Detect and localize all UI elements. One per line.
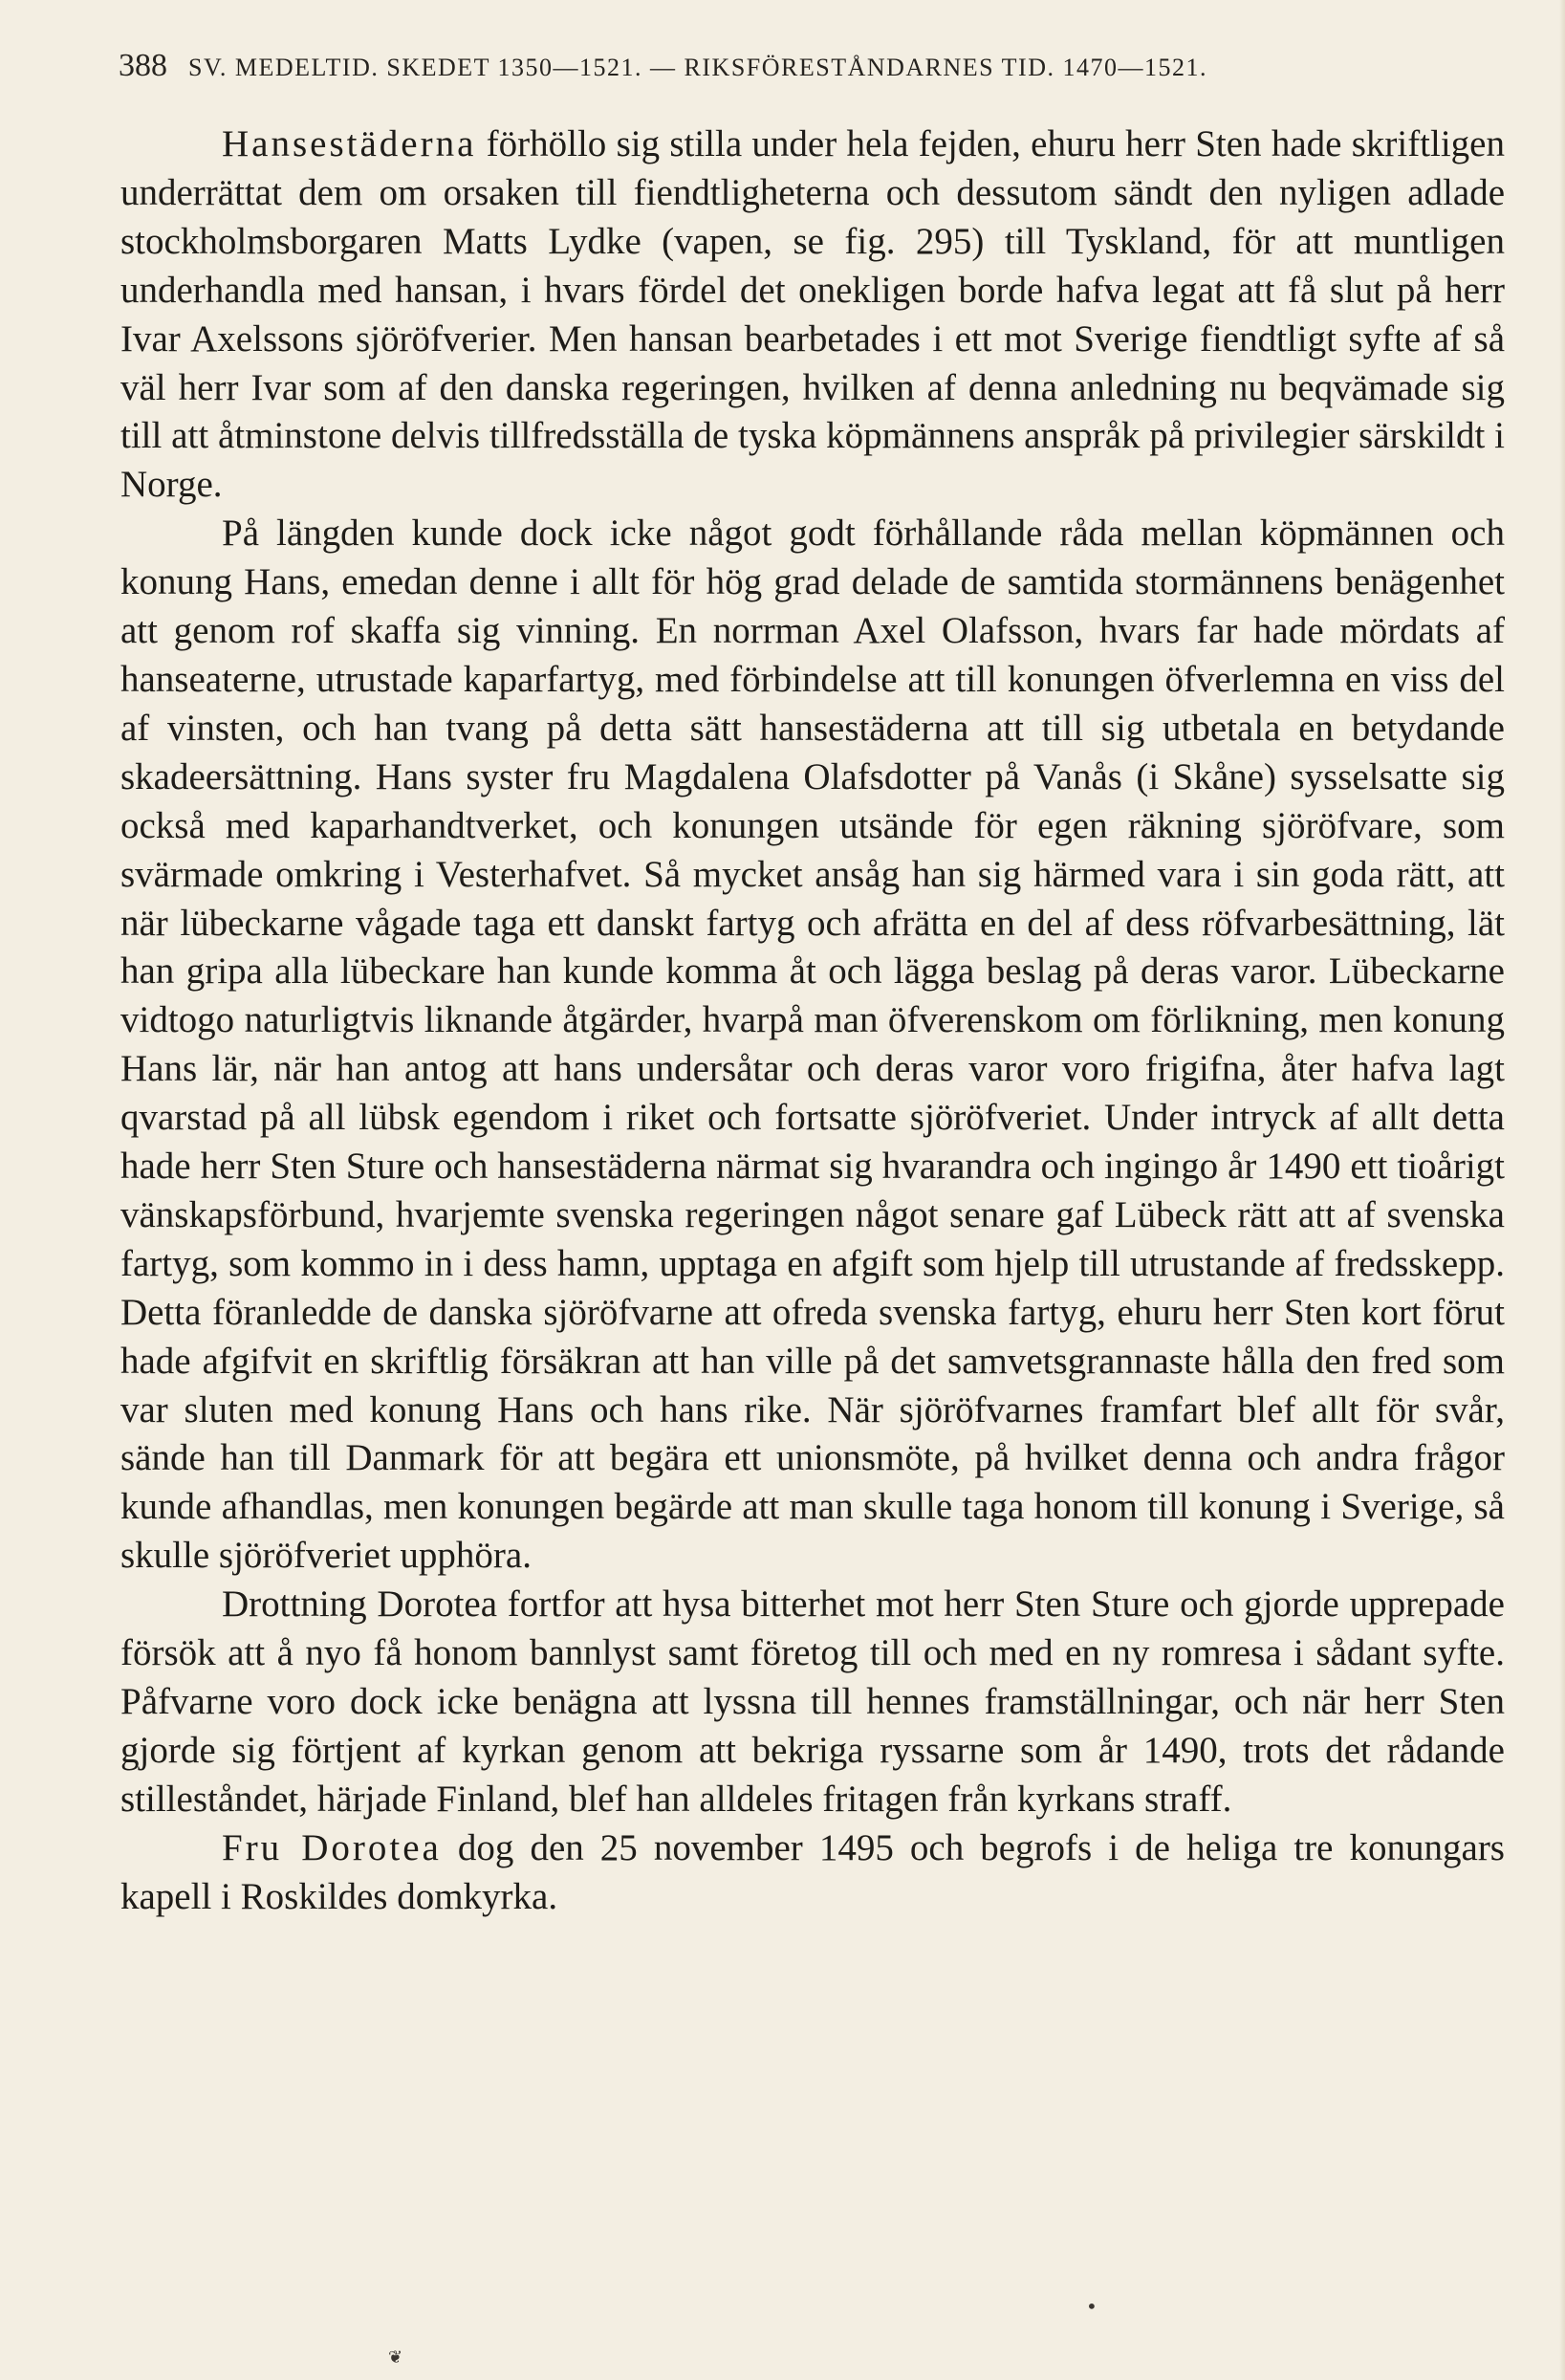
body-text (120, 120, 1505, 1922)
ink-speck: • (1086, 2295, 1098, 2318)
paragraph-text: dog den 25 november 1495 och begrofs i de heliga tre konungars kapell i Roskildes domkyrka. (120, 1826, 1505, 1917)
paragraph (120, 120, 1505, 510)
paragraph (120, 1824, 1505, 1922)
paragraph-lead: Hansestäderna (222, 123, 477, 164)
paragraph-text: förhöllo sig stilla under hela fejden, ehuru herr Sten hade skriftligen underrättat dem om orsaken till fiendtligheterna och dessutom sändt den nyligen adlade stockholmsborgaren Matts Lydke (vapen, se fig. 295) till Tyskland, för att muntligen underhandla med hansan, i hvars fördel det onekligen borde hafva legat att få slut på herr Ivar Axelssons sjöröfverier. Men hansan bearbetades i ett mot Sverige fiendtligt syfte af så väl herr Ivar som af den danska regeringen, hvilken af denna anledning nu beqvämade sig till att åtminstone delvis tillfredsställa de tyska köpmännens anspråk på privilegier särskildt i Norge. (120, 123, 1505, 506)
paragraph (120, 1581, 1505, 1824)
paragraph-text: På längden kunde dock icke något godt förhållande råda mellan köpmännen och konung Hans, emedan denne i allt för hög grad delade de samtida stormännens benägenhet att genom rof skaffa sig vinning. En norrman Axel Olafsson, hvars far hade mördats af hanseaterne, utrustade kaparfartyg, med förbindelse att till konungen öfverlemna en viss del af vinsten, och han tvang på detta sätt hansestäderna att till sig utbetala en betydande skadeersättning. Hans syster fru Magdalena Olafsdotter på Vanås (i Skåne) sysselsatte sig också med kaparhandtverket, och konungen utsände för egen räkning sjöröfvare, som svärmade omkring i Vesterhafvet. Så mycket ansåg han sig härmed vara i sin goda rätt, att när lübeckarne vågade taga ett danskt fartyg och afrätta en del af dess röfvarbesättning, lät han gripa alla lübeckare han kunde komma åt och lägga beslag på deras varor. Lübeckarne vidtogo naturligtvis liknande åtgärder, hvarpå man öfverenskom om förlikning, men konung Hans lär, när han antog att hans undersåtar och deras varor voro frigifna, åter hafva lagt qvarstad på all lübsk egendom i riket och fortsatte sjöröfveriet. Under intryck af allt detta hade herr Sten Sture och hansestäderna närmat sig hvarandra och ingingo år 1490 ett tioårigt vänskapsförbund, hvarjemte svenska regeringen något senare gaf Lübeck rätt att af svenska fartyg, som kommo in i dess hamn, upptaga en afgift som hjelp till utrustande af fredsskepp. Detta föranledde de danska sjöröfvarne att ofreda svenska fartyg, ehuru herr Sten kort förut hade afgifvit en skriftlig försäkran att han ville på det samvetsgrannaste hålla den fred som var sluten med konung Hans och hans rike. När sjöröfvarnes framfart blef allt för svår, sände han till Danmark för att begära ett unionsmöte, på hvilket denna och andra frågor kunde afhandlas, men konungen begärde att man skulle taga honom till konung i Sverige, så skulle sjöröfveriet upphöra. (120, 513, 1505, 1577)
page-number: 388 (119, 48, 167, 83)
page-edge-shadow (1559, 0, 1565, 2380)
ink-speck: ❦ (388, 2347, 403, 2368)
paragraph (120, 510, 1505, 1581)
paragraph-text: Drottning Dorotea fortfor att hysa bitterhet mot herr Sten Sture och gjorde upprepade försök att å nyo få honom bannlyst samt företog till och med en ny romresa i sådant syfte. Påfvarne voro dock icke benägna att lyssna till hennes framställningar, och när herr Sten gjorde sig förtjent af kyrkan genom att bekriga ryssarne som år 1490, trots det rådande stilleståndet, härjade Finland, blef han alldeles fritagen från kyrkans straff. (120, 1583, 1505, 1820)
running-title: SV. MEDELTID. SKEDET 1350—1521. — RIKSFÖRESTÅNDARNES TID. 1470—1521. (188, 54, 1207, 81)
paragraph-lead: Fru Dorotea (222, 1826, 442, 1868)
running-header (119, 48, 1514, 86)
